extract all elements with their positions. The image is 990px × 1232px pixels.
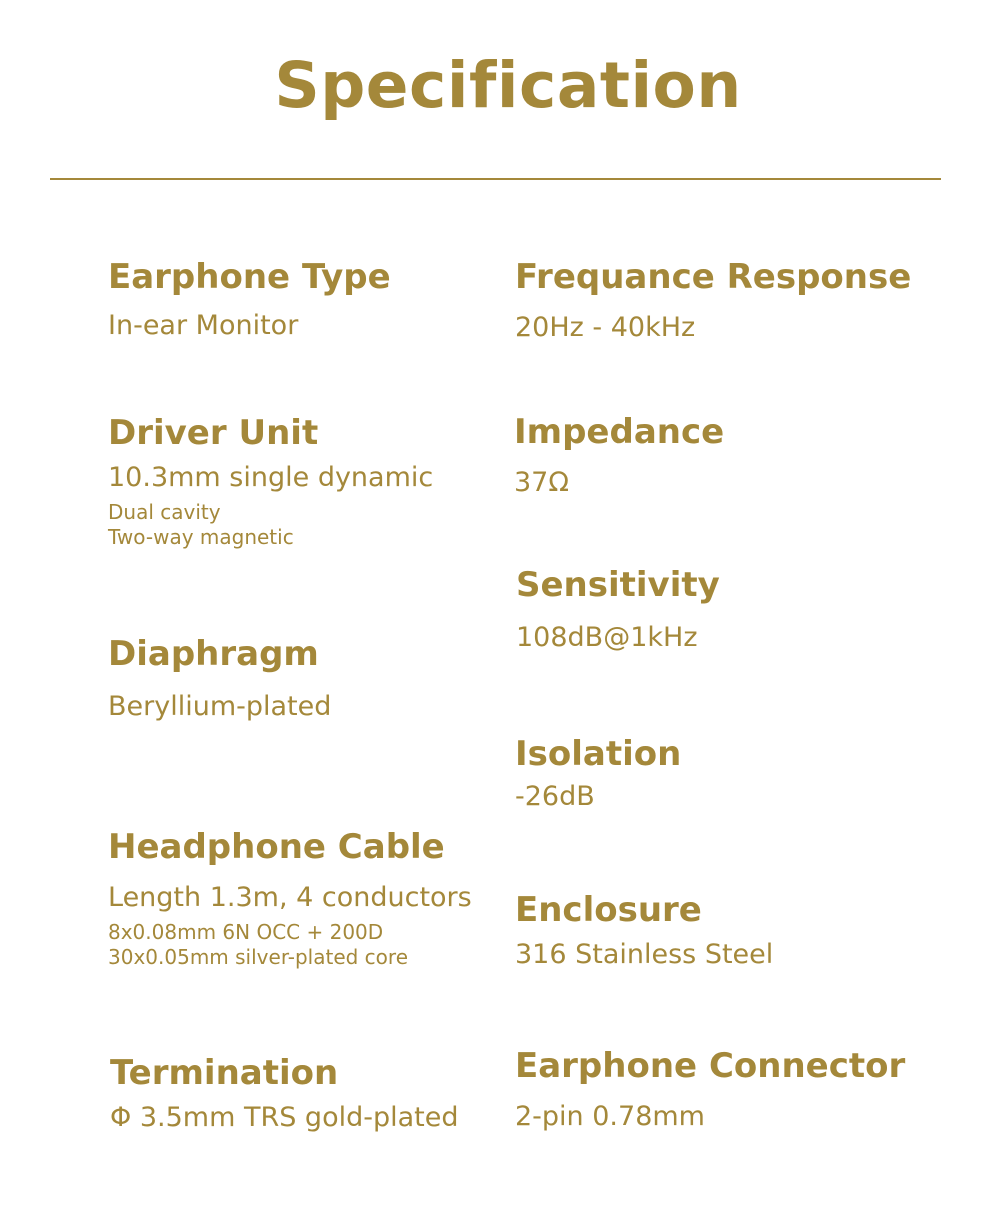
spec-value: 316 Stainless Steel bbox=[515, 939, 774, 970]
spec-value: 2-pin 0.78mm bbox=[515, 1101, 705, 1132]
spec-impedance bbox=[514, 412, 725, 498]
spec-note: Dual cavity bbox=[108, 500, 221, 524]
spec-enclosure bbox=[515, 890, 774, 970]
spec-value: 108dB@1kHz bbox=[516, 622, 698, 653]
spec-label: Sensitivity bbox=[516, 565, 720, 605]
spec-label: Driver Unit bbox=[108, 413, 319, 453]
page-title: Specification bbox=[274, 49, 742, 122]
spec-isolation bbox=[515, 734, 682, 812]
spec-label: Headphone Cable bbox=[108, 827, 445, 867]
spec-driver-unit bbox=[108, 413, 434, 550]
spec-value: In-ear Monitor bbox=[108, 310, 299, 341]
spec-label: Earphone Type bbox=[108, 257, 391, 297]
spec-sensitivity bbox=[516, 565, 720, 653]
spec-headphone-cable bbox=[108, 827, 472, 970]
spec-label: Earphone Connector bbox=[515, 1046, 906, 1086]
spec-label: Frequance Response bbox=[515, 257, 912, 297]
spec-value: 10.3mm single dynamic bbox=[108, 462, 434, 493]
spec-frequency-response bbox=[515, 257, 912, 343]
spec-value: 37Ω bbox=[514, 467, 569, 498]
spec-note: 30x0.05mm silver-plated core bbox=[108, 945, 408, 969]
spec-value: -26dB bbox=[515, 781, 595, 812]
spec-value: 20Hz - 40kHz bbox=[515, 312, 696, 343]
spec-note: 8x0.08mm 6N OCC + 200D bbox=[108, 920, 384, 944]
spec-diaphragm bbox=[108, 634, 332, 722]
spec-label: Isolation bbox=[515, 734, 682, 774]
spec-termination bbox=[110, 1053, 459, 1133]
spec-label: Diaphragm bbox=[108, 634, 319, 674]
spec-earphone-type bbox=[108, 257, 391, 341]
spec-value: Beryllium-plated bbox=[108, 691, 332, 722]
title-divider bbox=[50, 178, 941, 180]
spec-label: Termination bbox=[110, 1053, 339, 1093]
spec-note: Two-way magnetic bbox=[108, 525, 294, 549]
spec-value: Φ 3.5mm TRS gold-plated bbox=[110, 1102, 459, 1133]
spec-label: Impedance bbox=[514, 412, 725, 452]
spec-label: Enclosure bbox=[515, 890, 702, 930]
spec-earphone-connector bbox=[515, 1046, 906, 1132]
spec-value: Length 1.3m, 4 conductors bbox=[108, 882, 472, 913]
